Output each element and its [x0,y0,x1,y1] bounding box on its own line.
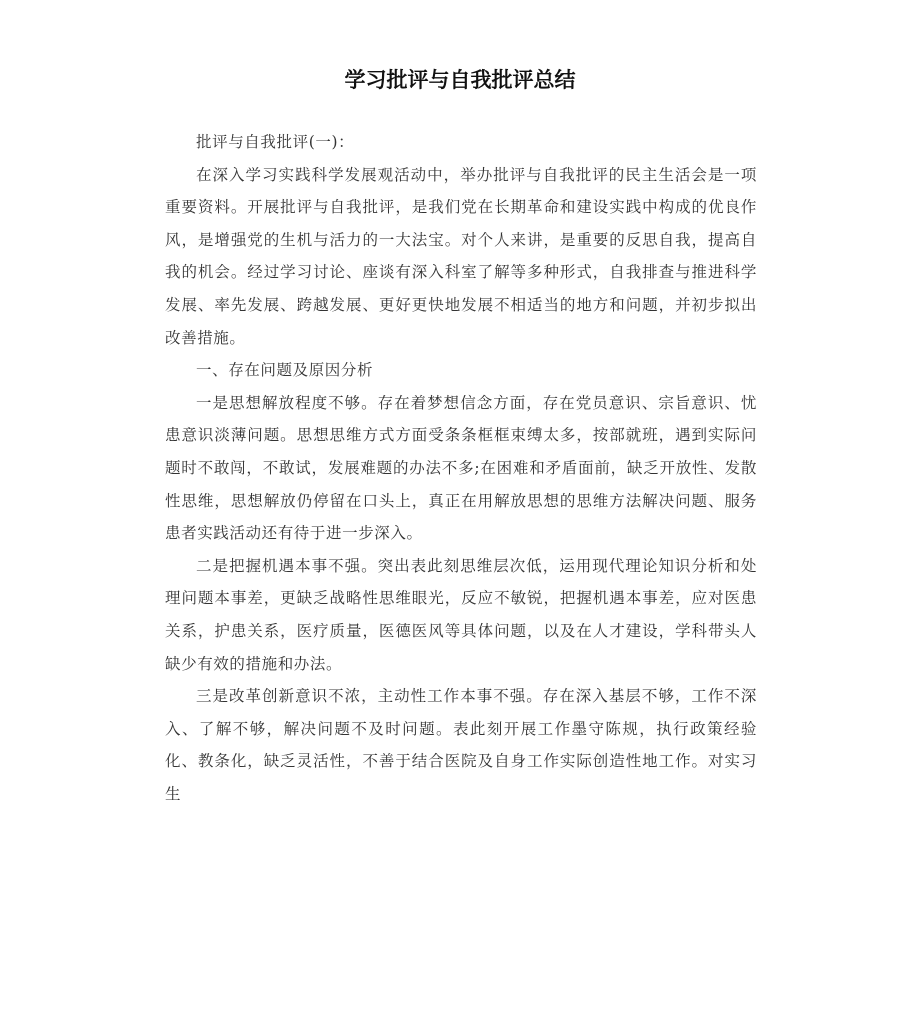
section-heading: 一、存在问题及原因分析 [196,361,374,380]
document-body [165,126,757,810]
paragraph-subtitle: 批评与自我批评(一)： [196,133,355,151]
paragraph-intro: 在深入学习实践科学发展观活动中，举办批评与自我批评的民主生活会是一项重要资料。开展批评与自我批评，是我们党在长期革命和建设实践中构成的优良作风，是增强党的生机与活力的一大法宝。对个人来讲，是重要的反思自我，提高自我的机会。经过学习讨论、座谈有深入科室了解等多种形式，自我排查与推进科学发展、率先发展、跨越发展、更好更快地发展不相适当的地方和问题，并初步拟出改善措施。 [165,165,757,347]
paragraph-point-two: 二是把握机遇本事不强。突出表此刻思维层次低，运用现代理论知识分析和处理问题本事差，更缺乏战略性思维眼光，反应不敏锐，把握机遇本事差，应对医患关系，护患关系，医疗质量，医德医风等具体问题，以及在人才建设，学科带头人缺少有效的措施和办法。 [165,556,757,673]
paragraph-point-one: 一是思想解放程度不够。存在着梦想信念方面，存在党员意识、宗旨意识、忧患意识淡薄问题。思想思维方式方面受条条框框束缚太多，按部就班，遇到实际问题时不敢闯，不敢试，发展难题的办法不多;在困难和矛盾面前，缺乏开放性、发散性思维，思想解放仍停留在口头上，真正在用解放思想的思维方法解决问题、服务患者实践活动还有待于进一步深入。 [165,393,757,543]
document-title: 学习批评与自我批评总结 [344,68,576,92]
paragraph-point-three: 三是改革创新意识不浓，主动性工作本事不强。存在深入基层不够，工作不深入、了解不够，解决问题不及时问题。表此刻开展工作墨守陈规，执行政策经验化、教条化，缺乏灵活性，不善于结合医院及自身工作实际创造性地工作。对实习生 [165,687,757,803]
